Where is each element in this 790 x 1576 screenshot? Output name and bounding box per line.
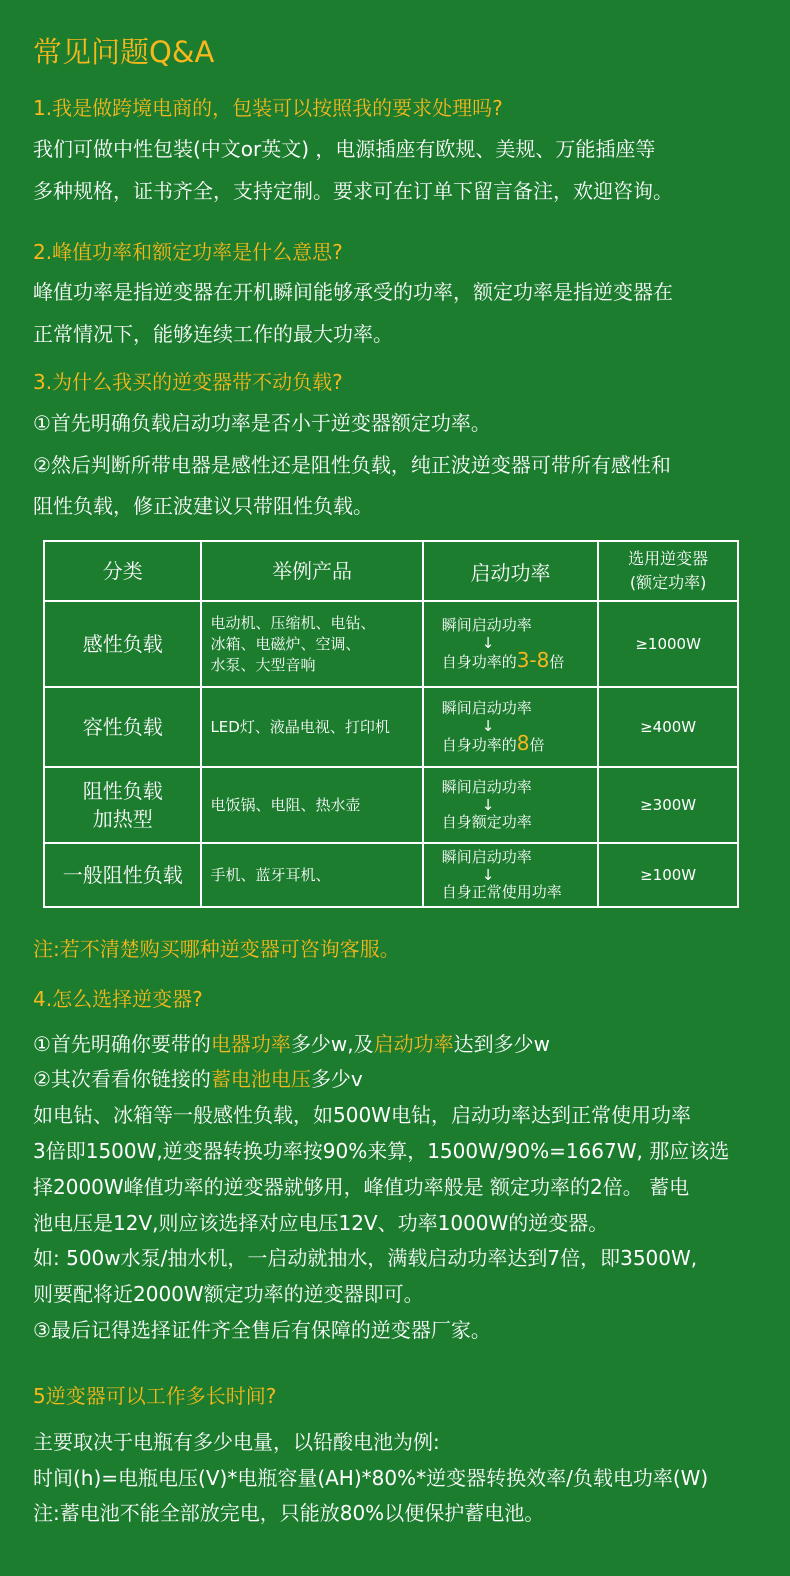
example-line: 电动机、压缩机、电钻、 [210, 613, 376, 632]
example-line: 冰箱、电磁炉、空调、 [210, 634, 361, 653]
q4-highlight-appliance-power: 电器功率 [210, 1032, 291, 1056]
down-arrow-icon: ↓ [481, 796, 495, 814]
q4-line-2-c: 多少v [310, 1067, 363, 1091]
q4-line-1 [33, 1028, 550, 1057]
load-type-table [43, 540, 739, 908]
row-startup [423, 767, 599, 843]
row-inverter: ≥1000W [598, 601, 738, 687]
q4-line-1-e: 达到多少w [453, 1032, 551, 1056]
q4-body-line: 择2000W峰值功率的逆变器就够用，峰值功率般是 额定功率的2倍。 蓄电 [33, 1175, 690, 1199]
q5-line: 主要取决于电瓶有多少电量，以铅酸电池为例: [33, 1430, 440, 1454]
q4-highlight-battery-voltage: 蓄电池电压 [210, 1067, 311, 1091]
q3-answer-line-2: ②然后判断所带电器是感性还是阻性负载，纯正波逆变器可带所有感性和 [33, 453, 671, 477]
header-category: 分类 [44, 541, 201, 601]
startup-multiplier: 8 [516, 731, 530, 755]
q3-answer-line-3: 阻性负载，修正波建议只带阻性负载。 [33, 494, 373, 518]
startup-bottom-post: 倍 [529, 736, 545, 754]
q5-question: 5逆变器可以工作多长时间? [33, 1384, 277, 1408]
q3-question: 3.为什么我买的逆变器带不动负载? [33, 370, 343, 394]
startup-bottom: 自身额定功率 [441, 813, 532, 831]
header-inverter-line-2: (额定功率) [629, 573, 707, 592]
q4-highlight-startup-power: 启动功率 [373, 1032, 454, 1056]
q4-line-2-a: ②其次看看你链接的 [33, 1067, 211, 1091]
header-inverter [598, 541, 738, 601]
table-header-row [44, 541, 738, 601]
row-startup [423, 601, 599, 687]
page-title: 常见问题Q&A [33, 35, 215, 69]
startup-top: 瞬间启动功率 [441, 848, 532, 866]
q1-question: 1.我是做跨境电商的，包装可以按照我的要求处理吗? [33, 96, 503, 120]
down-arrow-icon: ↓ [481, 634, 495, 652]
row-examples: LED灯、液晶电视、打印机 [201, 687, 422, 767]
q1-answer-line-1: 我们可做中性包装(中文or英文) ，电源插座有欧规、美规、万能插座等 [33, 137, 656, 161]
q5-formula: 时间(h)=电瓶电压(V)*电瓶容量(AH)*80%*逆变器转换效率/负载电功率(W) [33, 1466, 709, 1490]
row-examples [201, 601, 422, 687]
table-row [44, 767, 738, 843]
down-arrow-icon: ↓ [481, 717, 495, 735]
row-startup [423, 843, 599, 907]
startup-top: 瞬间启动功率 [441, 699, 532, 717]
table-row [44, 687, 738, 767]
q4-body-line: 池电压是12V,则应该选择对应电压12V、功率1000W的逆变器。 [33, 1211, 609, 1235]
row-examples: 电饭锅、电阻、热水壶 [201, 767, 422, 843]
q1-answer-line-2: 多种规格，证书齐全，支持定制。要求可在订单下留言备注，欢迎咨询。 [33, 179, 673, 203]
header-inverter-line-1: 选用逆变器 [628, 549, 709, 568]
row-examples: 手机、蓝牙耳机、 [201, 843, 422, 907]
row-inverter: ≥100W [598, 843, 738, 907]
startup-bottom-pre: 自身功率的 [441, 736, 517, 754]
category-line: 阻性负载 [82, 779, 163, 803]
q4-line-2 [33, 1063, 363, 1092]
header-examples: 举例产品 [201, 541, 422, 601]
q4-body-line: 3倍即1500W,逆变器转换功率按90%来算，1500W/90%=1667W, 那应该选 [33, 1139, 730, 1163]
q2-answer-line-2: 正常情况下，能够连续工作的最大功率。 [33, 322, 393, 346]
q4-line-1-a: ①首先明确你要带的 [33, 1032, 211, 1056]
table-row [44, 601, 738, 687]
down-arrow-icon: ↓ [481, 866, 495, 884]
q2-answer-line-1: 峰值功率是指逆变器在开机瞬间能够承受的功率，额定功率是指逆变器在 [33, 280, 673, 304]
table-row [44, 843, 738, 907]
q5-note: 注:蓄电池不能全部放完电，只能放80%以便保护蓄电池。 [33, 1501, 545, 1525]
startup-bottom: 自身正常使用功率 [441, 883, 562, 901]
q4-question: 4.怎么选择逆变器? [33, 987, 203, 1011]
q4-line-1-c: 多少w,及 [290, 1032, 374, 1056]
startup-top: 瞬间启动功率 [441, 778, 532, 796]
q2-question: 2.峰值功率和额定功率是什么意思? [33, 240, 343, 264]
startup-bottom-post: 倍 [549, 653, 565, 671]
category-line: 加热型 [92, 807, 153, 831]
row-inverter: ≥300W [598, 767, 738, 843]
row-category: 容性负载 [44, 687, 201, 767]
row-category [44, 767, 201, 843]
q4-body-line: 如电钻、冰箱等一般感性负载，如500W电钻，启动功率达到正常使用功率 [33, 1103, 691, 1127]
q4-body-line: 如: 500w水泵/抽水机，一启动就抽水，满载启动功率达到7倍，即3500W, [33, 1246, 698, 1270]
startup-bottom-pre: 自身功率的 [441, 653, 517, 671]
row-category: 一般阻性负载 [44, 843, 201, 907]
row-inverter: ≥400W [598, 687, 738, 767]
startup-top: 瞬间启动功率 [441, 616, 532, 634]
q4-body-line: 则要配将近2000W额定功率的逆变器即可。 [33, 1282, 424, 1306]
note: 注:若不清楚购买哪种逆变器可咨询客服。 [33, 937, 400, 961]
q4-body-line: ③最后记得选择证件齐全售后有保障的逆变器厂家。 [33, 1318, 491, 1342]
q3-answer-line-1: ①首先明确负载启动功率是否小于逆变器额定功率。 [33, 411, 491, 435]
row-startup [423, 687, 599, 767]
row-category: 感性负载 [44, 601, 201, 687]
header-startup-power: 启动功率 [423, 541, 599, 601]
startup-multiplier: 3-8 [516, 648, 550, 672]
example-line: 水泵、大型音响 [210, 655, 316, 674]
